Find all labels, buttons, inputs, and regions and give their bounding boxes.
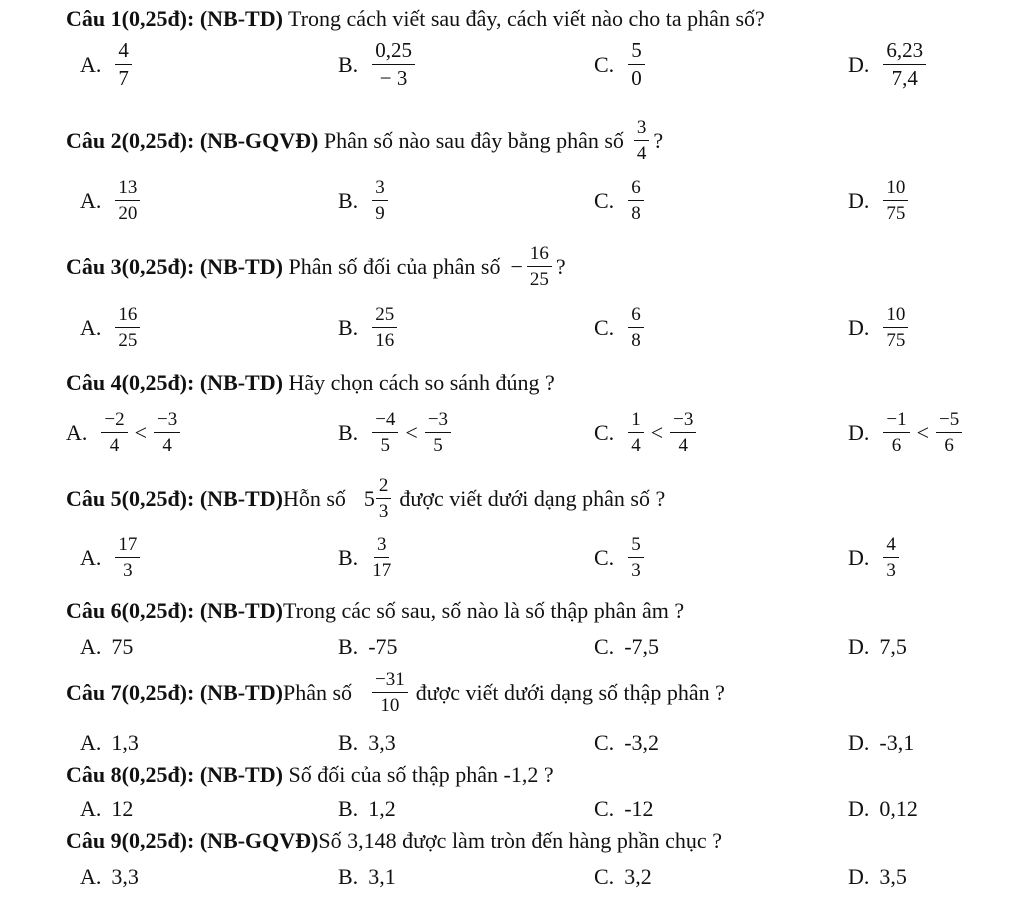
option-value: -75 xyxy=(368,634,398,659)
question-2-option-d[interactable] xyxy=(848,178,912,223)
question-8-label: Câu 8(0,25đ): (NB-TD) xyxy=(66,762,283,787)
denominator: 5 xyxy=(380,435,391,456)
numerator: 3 xyxy=(372,178,388,201)
question-4-option-d[interactable] xyxy=(848,410,966,455)
option-value: 1,3 xyxy=(111,730,139,755)
option-letter: A. xyxy=(80,864,102,889)
denominator: 16 xyxy=(375,330,395,351)
option-letter: A. xyxy=(80,314,102,340)
fraction xyxy=(883,305,908,350)
less-than-sign: < xyxy=(650,419,664,445)
option-letter: C. xyxy=(594,187,615,213)
fraction-left xyxy=(628,410,644,455)
numerator: 16 xyxy=(115,305,140,328)
option-letter: C. xyxy=(594,51,615,77)
fraction xyxy=(372,305,397,350)
option-letter: B. xyxy=(338,864,359,889)
option-letter: B. xyxy=(338,419,359,445)
question-6-option-b[interactable] xyxy=(338,634,398,660)
question-3-option-b[interactable] xyxy=(338,305,401,350)
numerator: 3 xyxy=(634,118,650,141)
question-1-option-a[interactable] xyxy=(80,40,136,89)
option-letter: B. xyxy=(338,187,359,213)
denominator: 0 xyxy=(631,66,642,90)
numerator: 6,23 xyxy=(883,40,926,65)
option-letter: B. xyxy=(338,796,359,821)
question-7-option-b[interactable] xyxy=(338,730,396,756)
question-5-label: Câu 5(0,25đ): (NB-TD) xyxy=(66,485,283,511)
numerator: 10 xyxy=(883,178,908,201)
question-6-label: Câu 6(0,25đ): (NB-TD) xyxy=(66,598,283,623)
option-letter: C. xyxy=(594,796,615,821)
denominator: 4 xyxy=(162,435,172,456)
option-letter: B. xyxy=(338,51,359,77)
question-5-option-d[interactable] xyxy=(848,535,903,580)
question-2-option-b[interactable] xyxy=(338,178,392,223)
question-3-option-a[interactable] xyxy=(80,305,144,350)
option-value: 3,3 xyxy=(111,864,139,889)
option-letter: C. xyxy=(594,314,615,340)
fraction xyxy=(628,178,644,223)
less-than-sign: < xyxy=(134,419,148,445)
denominator: 25 xyxy=(118,330,138,351)
fraction-left xyxy=(101,410,127,455)
option-letter: A. xyxy=(80,796,102,821)
question-6-heading xyxy=(66,598,684,624)
question-7-label: Câu 7(0,25đ): (NB-TD) xyxy=(66,679,283,705)
fraction-left xyxy=(883,410,909,455)
question-4-option-a[interactable] xyxy=(66,410,184,455)
fraction xyxy=(115,40,132,89)
denominator: 75 xyxy=(886,203,906,224)
option-letter: D. xyxy=(848,314,870,340)
fraction xyxy=(372,178,388,223)
option-letter: D. xyxy=(848,634,870,659)
option-letter: A. xyxy=(66,419,88,445)
numerator: 6 xyxy=(628,178,644,201)
option-value: 75 xyxy=(111,634,134,659)
question-8-option-b[interactable] xyxy=(338,796,396,822)
question-1-label: Câu 1(0,25đ): (NB-TD) xyxy=(66,6,283,31)
question-7-option-c[interactable] xyxy=(594,730,659,756)
option-letter: C. xyxy=(594,544,615,570)
numerator: 1 xyxy=(628,410,644,433)
question-3-heading xyxy=(66,244,566,289)
fraction-right xyxy=(154,410,180,455)
question-2-suffix: ? xyxy=(653,127,664,153)
fraction-right xyxy=(425,410,451,455)
denominator: 7,4 xyxy=(891,66,918,90)
question-1-option-c[interactable] xyxy=(594,40,649,89)
option-value: 3,5 xyxy=(879,864,907,889)
question-3-fraction xyxy=(527,244,552,289)
option-letter: D. xyxy=(848,796,870,821)
question-3-option-c[interactable] xyxy=(594,305,648,350)
option-letter: B. xyxy=(338,634,359,659)
numerator: 4 xyxy=(883,535,899,558)
denominator: 3 xyxy=(378,501,389,522)
numerator: 10 xyxy=(883,305,908,328)
option-value: 1,2 xyxy=(368,796,396,821)
numerator: −31 xyxy=(372,670,408,693)
fraction xyxy=(372,535,391,580)
question-9-heading xyxy=(66,828,722,854)
question-8-option-d[interactable] xyxy=(848,796,918,822)
question-3-sign: − xyxy=(510,253,523,279)
question-7-text: Phân số xyxy=(282,679,353,705)
denominator: − 3 xyxy=(379,66,408,90)
option-letter: D. xyxy=(848,864,870,889)
option-value: -3,1 xyxy=(879,730,915,755)
fraction xyxy=(628,535,644,580)
question-5-option-c[interactable] xyxy=(594,535,648,580)
question-5-mixed-fraction xyxy=(376,476,392,521)
numerator: −3 xyxy=(670,410,696,433)
numerator: 6 xyxy=(628,305,644,328)
option-letter: B. xyxy=(338,730,359,755)
numerator: 0,25 xyxy=(372,40,415,65)
denominator: 8 xyxy=(631,203,641,224)
question-7-option-d[interactable] xyxy=(848,730,914,756)
question-6-option-d[interactable] xyxy=(848,634,907,660)
option-letter: A. xyxy=(80,187,102,213)
question-4-option-c[interactable] xyxy=(594,410,700,455)
numerator: −5 xyxy=(936,410,962,433)
fraction xyxy=(628,305,644,350)
question-5-suffix: được viết dưới dạng phân số ? xyxy=(399,485,666,511)
fraction-right xyxy=(670,410,696,455)
fraction xyxy=(372,40,415,89)
question-2-label: Câu 2(0,25đ): (NB-GQVĐ) xyxy=(66,127,319,153)
denominator: 4 xyxy=(109,435,120,456)
question-9-text: Số 3,148 được làm tròn đến hàng phần chục ? xyxy=(318,828,722,853)
question-9-option-b[interactable] xyxy=(338,864,396,890)
option-letter: D. xyxy=(848,187,870,213)
option-letter: C. xyxy=(594,864,615,889)
option-value: -3,2 xyxy=(624,730,660,755)
question-9-label: Câu 9(0,25đ): (NB-GQVĐ) xyxy=(66,828,319,853)
fraction xyxy=(115,535,140,580)
numerator: 16 xyxy=(527,244,552,267)
denominator: 20 xyxy=(118,203,138,224)
denominator: 4 xyxy=(678,435,688,456)
question-6-option-a[interactable] xyxy=(80,634,133,660)
question-3-label: Câu 3(0,25đ): (NB-TD) xyxy=(66,253,283,279)
numerator: −1 xyxy=(883,410,909,433)
question-8-option-a[interactable] xyxy=(80,796,133,822)
question-8-option-c[interactable] xyxy=(594,796,654,822)
question-5-text: Hỗn số xyxy=(282,485,346,511)
numerator: 4 xyxy=(115,40,132,65)
question-5-option-a[interactable] xyxy=(80,535,144,580)
denominator: 8 xyxy=(631,330,641,351)
question-7-heading xyxy=(66,670,725,715)
option-value: 0,12 xyxy=(879,796,918,821)
fraction xyxy=(883,535,899,580)
denominator: 4 xyxy=(631,435,641,456)
option-letter: C. xyxy=(594,730,615,755)
question-7-suffix: được viết dưới dạng số thập phân ? xyxy=(415,679,725,705)
question-4-label: Câu 4(0,25đ): (NB-TD) xyxy=(66,370,283,395)
fraction xyxy=(115,305,140,350)
question-7-option-a[interactable] xyxy=(80,730,139,756)
option-letter: C. xyxy=(594,634,615,659)
option-value: 3,1 xyxy=(368,864,396,889)
denominator: 7 xyxy=(118,66,129,90)
denominator: 5 xyxy=(433,435,443,456)
numerator: 5 xyxy=(628,40,645,65)
numerator: −4 xyxy=(372,410,398,433)
option-letter: C. xyxy=(594,419,615,445)
fraction-right xyxy=(936,410,962,455)
question-9-option-d[interactable] xyxy=(848,864,907,890)
option-letter: A. xyxy=(80,544,102,570)
numerator: 3 xyxy=(374,535,390,558)
question-7-fraction xyxy=(372,670,408,715)
question-5-mixed-whole: 5 xyxy=(363,485,375,511)
denominator: 3 xyxy=(886,560,896,581)
less-than-sign: < xyxy=(405,419,418,445)
question-2-option-c[interactable] xyxy=(594,178,648,223)
option-value: -7,5 xyxy=(624,634,660,659)
question-6-option-c[interactable] xyxy=(594,634,659,660)
question-5-option-b[interactable] xyxy=(338,535,395,580)
numerator: −2 xyxy=(101,410,127,433)
question-1-option-b[interactable] xyxy=(338,40,419,89)
option-letter: B. xyxy=(338,314,359,340)
question-2-fraction xyxy=(634,118,650,163)
option-value: 7,5 xyxy=(879,634,907,659)
option-letter: B. xyxy=(338,544,359,570)
denominator: 3 xyxy=(123,560,133,581)
denominator: 6 xyxy=(891,435,902,456)
option-letter: A. xyxy=(80,634,102,659)
fraction xyxy=(883,40,926,89)
denominator: 6 xyxy=(944,435,954,456)
question-2-heading xyxy=(66,118,663,163)
question-8-text: Số đối của số thập phân -1,2 ? xyxy=(282,762,554,787)
option-letter: A. xyxy=(80,51,102,77)
denominator: 3 xyxy=(631,560,641,581)
denominator: 75 xyxy=(886,330,906,351)
denominator: 25 xyxy=(529,269,549,290)
option-value: 3,3 xyxy=(368,730,396,755)
question-3-option-d[interactable] xyxy=(848,305,912,350)
numerator: −3 xyxy=(425,410,451,433)
question-4-text: Hãy chọn cách so sánh đúng ? xyxy=(282,370,555,395)
option-letter: D. xyxy=(848,419,870,445)
question-9-option-a[interactable] xyxy=(80,864,139,890)
fraction xyxy=(115,178,140,223)
question-1-heading xyxy=(66,6,765,32)
fraction xyxy=(883,178,908,223)
option-value: 3,2 xyxy=(624,864,652,889)
question-4-option-b[interactable] xyxy=(338,410,455,455)
question-1-option-d[interactable] xyxy=(848,40,930,89)
option-value: 12 xyxy=(111,796,134,821)
denominator: 10 xyxy=(380,695,400,716)
numerator: 13 xyxy=(115,178,140,201)
option-letter: D. xyxy=(848,544,870,570)
question-5-heading xyxy=(66,476,665,521)
question-4-heading xyxy=(66,370,555,396)
fraction-left xyxy=(372,410,398,455)
numerator: 17 xyxy=(115,535,140,558)
question-2-option-a[interactable] xyxy=(80,178,144,223)
option-letter: D. xyxy=(848,730,870,755)
question-2-text: Phân số nào sau đây bằng phân số xyxy=(318,127,624,153)
question-3-suffix: ? xyxy=(555,253,566,279)
question-9-option-c[interactable] xyxy=(594,864,652,890)
question-6-text: Trong các số sau, số nào là số thập phân âm ? xyxy=(282,598,685,623)
denominator: 17 xyxy=(372,560,392,581)
numerator: 2 xyxy=(376,476,392,499)
numerator: 5 xyxy=(628,535,644,558)
denominator: 4 xyxy=(636,143,647,164)
fraction xyxy=(628,40,645,89)
numerator: 25 xyxy=(372,305,397,328)
option-letter: D. xyxy=(848,51,870,77)
question-1-text: Trong cách viết sau đây, cách viết nào cho ta phân số? xyxy=(282,6,765,31)
option-value: -12 xyxy=(624,796,654,821)
numerator: −3 xyxy=(154,410,180,433)
question-8-heading xyxy=(66,762,554,788)
denominator: 9 xyxy=(375,203,385,224)
option-letter: A. xyxy=(80,730,102,755)
less-than-sign: < xyxy=(916,419,930,445)
question-3-text: Phân số đối của phân số xyxy=(282,253,501,279)
